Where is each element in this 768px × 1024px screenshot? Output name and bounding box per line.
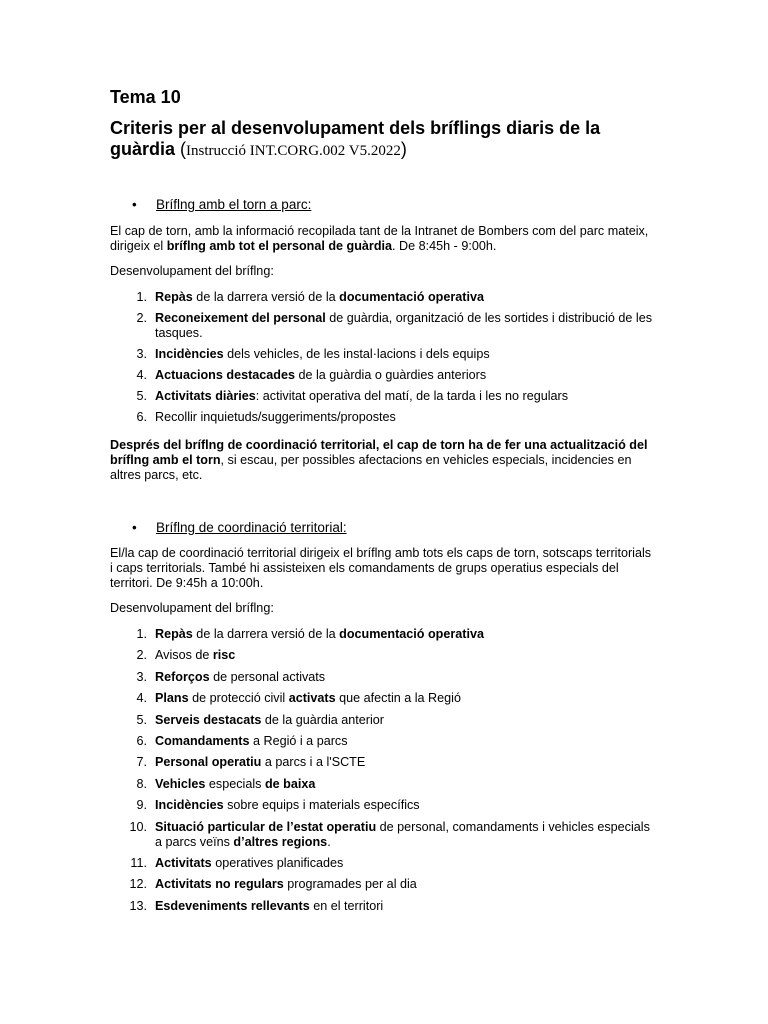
bullet-marker: • — [132, 197, 137, 212]
section1-dev-label: Desenvolupament del bríflng: — [110, 264, 274, 278]
list-item-number: 2. — [136, 648, 147, 663]
bullet-marker: • — [132, 520, 137, 535]
list-item-text: de la guàrdia anterior — [261, 712, 384, 727]
list-item-bold: Incidències — [155, 347, 224, 361]
list-item-bold: Serveis destacats — [155, 712, 262, 727]
section2-heading — [132, 519, 347, 536]
list-item-number: 1. — [136, 627, 147, 641]
list-item-bold: Esdeveniments rellevants — [155, 898, 310, 913]
list-item — [110, 691, 656, 706]
section2-heading-label: Bríflng de coordinació territorial: — [156, 520, 347, 535]
list-item-number: 9. — [136, 798, 147, 813]
list-item-text: de protecció civil — [188, 691, 289, 706]
section2-dev-label: Desenvolupament del bríflng: — [110, 601, 274, 615]
list-item-text: operatives planificades — [211, 855, 344, 870]
list-item-bold: Incidències — [155, 798, 224, 813]
list-item-bold: Reforços — [155, 669, 210, 684]
list-item-text: a parcs i a l'SCTE — [261, 755, 366, 770]
list-item — [110, 798, 656, 813]
list-item-number: 5. — [136, 712, 147, 727]
list-item-text: en el territori — [309, 898, 384, 913]
list-item — [110, 755, 656, 770]
list-item-number: 13. — [129, 898, 147, 913]
list-item-bold: d’altres regions — [233, 834, 328, 849]
title-reference: Instrucció INT.CORG.002 V5.2022 — [186, 143, 401, 159]
section1-intro-text: El cap de torn, amb la informació recopilada tant de la Intranet de Bombers com del parc mateix, dirigeix el — [110, 224, 649, 253]
list-item-number: 7. — [136, 755, 147, 770]
list-item-bold: activats — [288, 691, 336, 706]
list-item-text: sobre equips i materials específics — [223, 798, 420, 813]
title-main: Criteris per al desenvolupament dels bríflings diaris de la guàrdia — [110, 118, 601, 159]
list-item — [110, 777, 656, 792]
list-item-bold: Reconeixement del personal — [155, 311, 326, 325]
list-item — [110, 820, 656, 850]
list-item — [110, 877, 656, 892]
list-item-text: Recollir inquietuds/suggeriments/propostes — [155, 410, 396, 424]
section1-after-bold: Després del bríflng de coordinació territorial, el cap de torn ha de fer una actualització del bríflng amb el torn — [110, 438, 648, 467]
list-item-text: especials — [205, 776, 265, 791]
list-item-text: de personal, comandaments i vehicles especials a parcs veïns — [155, 819, 650, 849]
title-paren-open: ( — [180, 139, 187, 159]
list-item-number: 12. — [129, 877, 147, 892]
list-item-bold: Activitats — [155, 855, 212, 870]
list-item-number: 2. — [136, 311, 147, 325]
section2-intro: El/la cap de coordinació territorial dirigeix el bríflng amb tots els caps de torn, sotscaps territorials i caps territorials. També hi assisteixen els comandaments de grups operatius especials del territori. De 9:45h a 10:00h. — [110, 546, 652, 590]
list-item — [110, 311, 656, 341]
list-item-bold: Repàs — [155, 290, 193, 304]
list-item-text: de la darrera versió de la — [192, 627, 340, 641]
list-item-number: 8. — [136, 776, 147, 791]
list-item-bold: documentació operativa — [339, 290, 484, 304]
list-item-number: 11. — [130, 855, 147, 870]
list-item-bold: documentació operativa — [339, 627, 484, 641]
list-item-bold: Vehicles — [155, 776, 206, 791]
section1-after-text: , si escau, per possibles afectacions en vehicles especials, incidencies en altres parcs, etc. — [110, 453, 632, 482]
section1-intro-bold: bríflng amb tot el personal de guàrdia — [166, 239, 393, 253]
section1-intro-time: . De 8:45h - 9:00h. — [392, 239, 497, 253]
list-item-text: que afectin a la Regió — [335, 691, 461, 706]
list-item-number: 1. — [136, 290, 147, 304]
list-item-bold: Activitats diàries — [155, 389, 256, 403]
list-item-text: de personal activats — [209, 669, 326, 684]
section2-list — [110, 627, 656, 920]
list-item — [110, 856, 656, 871]
list-item-bold: Actuacions destacades — [155, 368, 295, 382]
list-item-text: a Regió i a parcs — [249, 733, 348, 748]
section1-list — [110, 290, 656, 431]
document-title — [110, 118, 670, 162]
list-item — [110, 648, 656, 663]
list-item-number: 3. — [136, 347, 147, 361]
list-item-bold: Personal operatiu — [155, 755, 262, 770]
list-item-text: programades per al dia — [283, 877, 417, 892]
section1-intro — [110, 224, 656, 254]
list-item — [110, 389, 656, 404]
list-item — [110, 290, 656, 305]
list-item-number: 10. — [129, 819, 147, 834]
list-item — [110, 347, 656, 362]
list-item-text: . — [327, 834, 331, 849]
list-item-bold: Repàs — [155, 627, 193, 641]
section1-after-note — [110, 438, 656, 483]
list-item-bold: de baixa — [264, 776, 316, 791]
list-item-text: Avisos de — [155, 648, 213, 663]
list-item — [110, 410, 656, 425]
list-item-number: 4. — [136, 691, 147, 706]
list-item-text: : activitat operativa del matí, de la tarda i les no regulars — [255, 389, 569, 403]
section1-heading-label: Bríflng amb el torn a parc: — [156, 197, 312, 212]
list-item — [110, 734, 656, 749]
list-item-number: 4. — [136, 368, 147, 382]
list-item — [110, 899, 656, 914]
list-item-bold: Situació particular de l’estat operatiu — [155, 819, 377, 834]
list-item-text: de guàrdia, organització de les sortides i distribució de les tasques. — [155, 311, 653, 340]
topic-heading: Tema 10 — [110, 87, 181, 107]
list-item — [110, 627, 656, 642]
title-paren-close: ) — [400, 139, 407, 159]
list-item-bold: risc — [212, 648, 236, 663]
list-item-number: 6. — [136, 410, 147, 424]
list-item-text: de la darrera versió de la — [192, 290, 340, 304]
list-item-text: de la guàrdia o guàrdies anteriors — [295, 368, 487, 382]
section1-heading — [132, 196, 311, 213]
list-item-number: 6. — [136, 733, 147, 748]
list-item-bold: Activitats no regulars — [155, 877, 284, 892]
list-item — [110, 670, 656, 685]
list-item — [110, 713, 656, 728]
list-item-number: 3. — [136, 669, 147, 684]
list-item-bold: Plans — [155, 691, 189, 706]
list-item-text: dels vehicles, de les instal·lacions i dels equips — [223, 347, 490, 361]
list-item — [110, 368, 656, 383]
list-item-bold: Comandaments — [155, 733, 250, 748]
list-item-number: 5. — [136, 389, 147, 403]
